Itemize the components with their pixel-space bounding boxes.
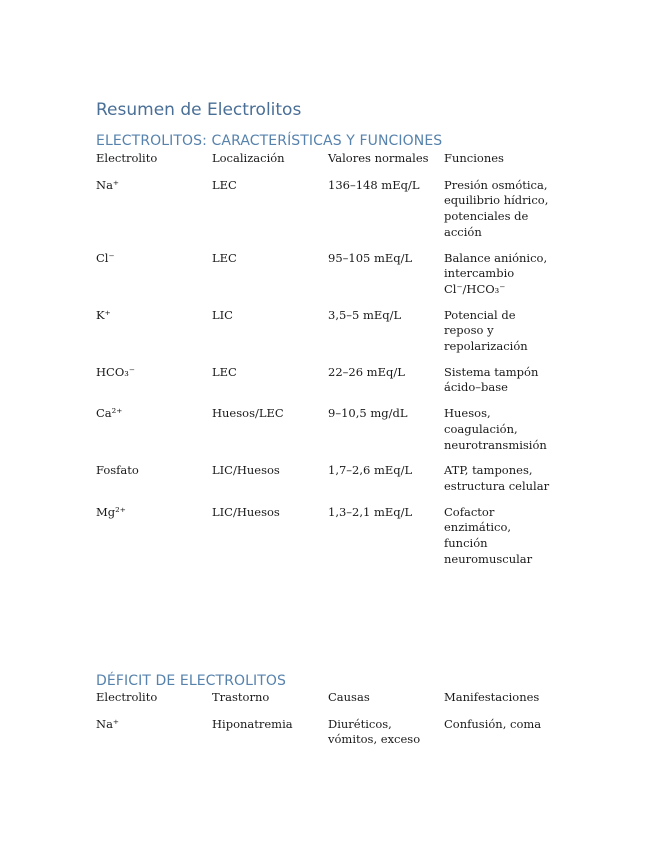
table-row (96, 463, 556, 504)
column-header-manifestations: Manifestaciones (444, 690, 540, 704)
document-title: Resumen de Electrolitos (96, 100, 302, 120)
column-header-functions: Funciones (444, 151, 504, 165)
cell-normal-values: 95–105 mEq/L (328, 250, 413, 265)
column-header-causes: Causas (328, 690, 370, 704)
cell-functions: Sistema tampón ácido–base (444, 364, 539, 395)
cell-electrolyte: HCO₃⁻ (96, 364, 135, 379)
column-header-electrolyte: Electrolito (96, 690, 158, 704)
cell-electrolyte: Ca²⁺ (96, 406, 123, 421)
cell-normal-values: 22–26 mEq/L (328, 364, 405, 379)
table-row (96, 505, 556, 578)
table-row (96, 717, 556, 758)
characteristics-table (96, 151, 556, 577)
cell-functions: ATP, tampones, estructura celular (444, 463, 550, 493)
cell-location: LEC (212, 250, 237, 265)
cell-causes: Diuréticos, vómitos, exceso (328, 716, 421, 747)
cell-normal-values: 3,5–5 mEq/L (328, 307, 402, 322)
cell-functions: Potencial de reposo y repolarización (444, 307, 528, 354)
cell-manifestations: Confusión, coma (444, 716, 542, 731)
cell-electrolyte: Mg²⁺ (96, 504, 126, 519)
cell-location: LIC (212, 307, 233, 322)
cell-functions: Presión osmótica, equilibrio hídrico, potenciales de acción (444, 177, 549, 239)
table-row (96, 251, 556, 308)
cell-normal-values: 1,7–2,6 mEq/L (328, 463, 413, 478)
cell-electrolyte: Fosfato (96, 463, 139, 478)
cell-disorder: Hiponatremia (212, 716, 293, 731)
cell-electrolyte: Na⁺ (96, 177, 119, 192)
cell-location: LEC (212, 177, 237, 192)
section-heading-deficit: DÉFICIT DE ELECTROLITOS (96, 673, 287, 689)
cell-functions: Balance aniónico, intercambio Cl⁻/HCO₃⁻ (444, 250, 548, 296)
cell-location: LIC/Huesos (212, 463, 280, 478)
cell-normal-values: 9–10,5 mg/dL (328, 406, 408, 421)
cell-electrolyte: Na⁺ (96, 716, 119, 731)
cell-functions: Cofactor enzimático, función neuromuscular (444, 504, 533, 566)
table-header-row (96, 690, 556, 717)
table-row (96, 178, 556, 251)
cell-electrolyte: Cl⁻ (96, 250, 115, 265)
column-header-location: Localización (212, 151, 285, 165)
cell-location: Huesos/LEC (212, 406, 284, 421)
cell-functions: Huesos, coagulación, neurotransmisión (444, 406, 547, 452)
column-header-disorder: Trastorno (212, 690, 270, 704)
cell-normal-values: 1,3–2,1 mEq/L (328, 504, 413, 519)
column-header-electrolyte: Electrolito (96, 151, 158, 165)
cell-normal-values: 136–148 mEq/L (328, 177, 420, 192)
cell-location: LIC/Huesos (212, 504, 280, 519)
column-header-normal-values: Valores normales (328, 151, 429, 165)
section-heading-characteristics: ELECTROLITOS: CARACTERÍSTICAS Y FUNCIONES (96, 133, 443, 149)
table-row (96, 365, 556, 406)
cell-electrolyte: K⁺ (96, 307, 111, 322)
deficit-table (96, 690, 556, 758)
table-header-row (96, 151, 556, 178)
cell-location: LEC (212, 364, 237, 379)
table-row (96, 308, 556, 365)
table-row (96, 406, 556, 463)
